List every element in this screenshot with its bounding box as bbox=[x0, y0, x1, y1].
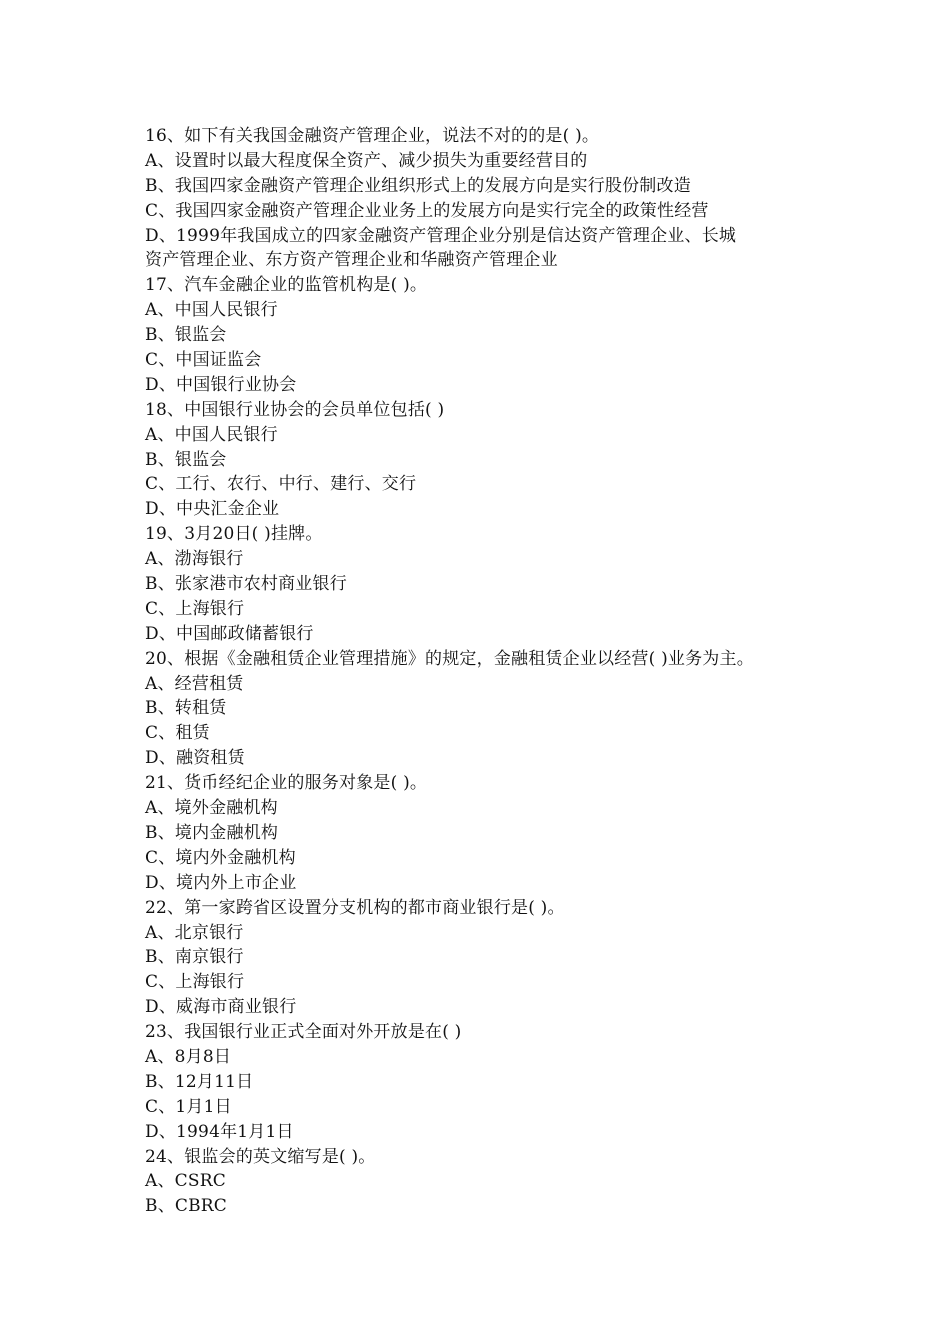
q19-option-d: D、中国邮政储蓄银行 bbox=[145, 623, 314, 644]
q20-option-b: B、转租赁 bbox=[145, 698, 227, 719]
q17-option-b: B、银监会 bbox=[145, 325, 227, 346]
question-19: 19、3月20日( )挂牌。 bbox=[145, 524, 323, 545]
q21-option-d: D、境内外上市企业 bbox=[145, 872, 297, 893]
q23-option-d: D、1994年1月1日 bbox=[145, 1121, 294, 1142]
q23-option-c: C、1月1日 bbox=[145, 1096, 232, 1117]
q18-option-c: C、工行、农行、中行、建行、交行 bbox=[145, 474, 417, 495]
q18-option-b: B、银监会 bbox=[145, 449, 227, 470]
q21-option-c: C、境内外金融机构 bbox=[145, 847, 296, 868]
question-20: 20、根据《金融租赁企业管理措施》的规定，金融租赁企业以经营( )业务为主。 bbox=[145, 648, 754, 669]
q22-option-a: A、北京银行 bbox=[145, 922, 244, 943]
q24-option-a: A、CSRC bbox=[145, 1171, 226, 1192]
q19-option-b: B、张家港市农村商业银行 bbox=[145, 574, 347, 595]
question-17: 17、汽车金融企业的监管机构是( )。 bbox=[145, 275, 428, 296]
q20-option-d: D、融资租赁 bbox=[145, 748, 245, 769]
question-21: 21、货币经纪企业的服务对象是( )。 bbox=[145, 773, 428, 794]
q16-option-d: D、1999年我国成立的四家金融资产管理企业分别是信达资产管理企业、长城 bbox=[145, 225, 737, 246]
q17-option-d: D、中国银行业协会 bbox=[145, 374, 297, 395]
q19-option-a: A、渤海银行 bbox=[145, 549, 244, 570]
q16-option-d-continued: 资产管理企业、东方资产管理企业和华融资产管理企业 bbox=[145, 250, 558, 271]
question-24: 24、银监会的英文缩写是( )。 bbox=[145, 1146, 376, 1167]
q22-option-b: B、南京银行 bbox=[145, 947, 244, 968]
document-page bbox=[145, 124, 835, 1219]
q17-option-a: A、中国人民银行 bbox=[145, 300, 278, 321]
q23-option-a: A、8月8日 bbox=[145, 1046, 232, 1067]
question-18: 18、中国银行业协会的会员单位包括( ) bbox=[145, 399, 445, 420]
q24-option-b: B、CBRC bbox=[145, 1196, 227, 1217]
q18-option-a: A、中国人民银行 bbox=[145, 424, 278, 445]
q22-option-d: D、威海市商业银行 bbox=[145, 997, 297, 1018]
q21-option-a: A、境外金融机构 bbox=[145, 798, 278, 819]
question-22: 22、第一家跨省区设置分支机构的都市商业银行是( )。 bbox=[145, 897, 565, 918]
q19-option-c: C、上海银行 bbox=[145, 598, 245, 619]
question-23: 23、我国银行业正式全面对外开放是在( ) bbox=[145, 1022, 462, 1043]
q16-option-b: B、我国四家金融资产管理企业组织形式上的发展方向是实行股份制改造 bbox=[145, 175, 691, 196]
q18-option-d: D、中央汇金企业 bbox=[145, 499, 280, 520]
q23-option-b: B、12月11日 bbox=[145, 1071, 254, 1092]
q20-option-c: C、租赁 bbox=[145, 723, 210, 744]
q22-option-c: C、上海银行 bbox=[145, 972, 245, 993]
q16-option-c: C、我国四家金融资产管理企业业务上的发展方向是实行完全的政策性经营 bbox=[145, 200, 709, 221]
question-16: 16、如下有关我国金融资产管理企业，说法不对的的是( )。 bbox=[145, 126, 600, 146]
q17-option-c: C、中国证监会 bbox=[145, 350, 262, 371]
q21-option-b: B、境内金融机构 bbox=[145, 822, 279, 843]
q16-option-a: A、设置时以最大程度保全资产、减少损失为重要经营目的 bbox=[145, 150, 588, 171]
q20-option-a: A、经营租赁 bbox=[145, 673, 244, 694]
